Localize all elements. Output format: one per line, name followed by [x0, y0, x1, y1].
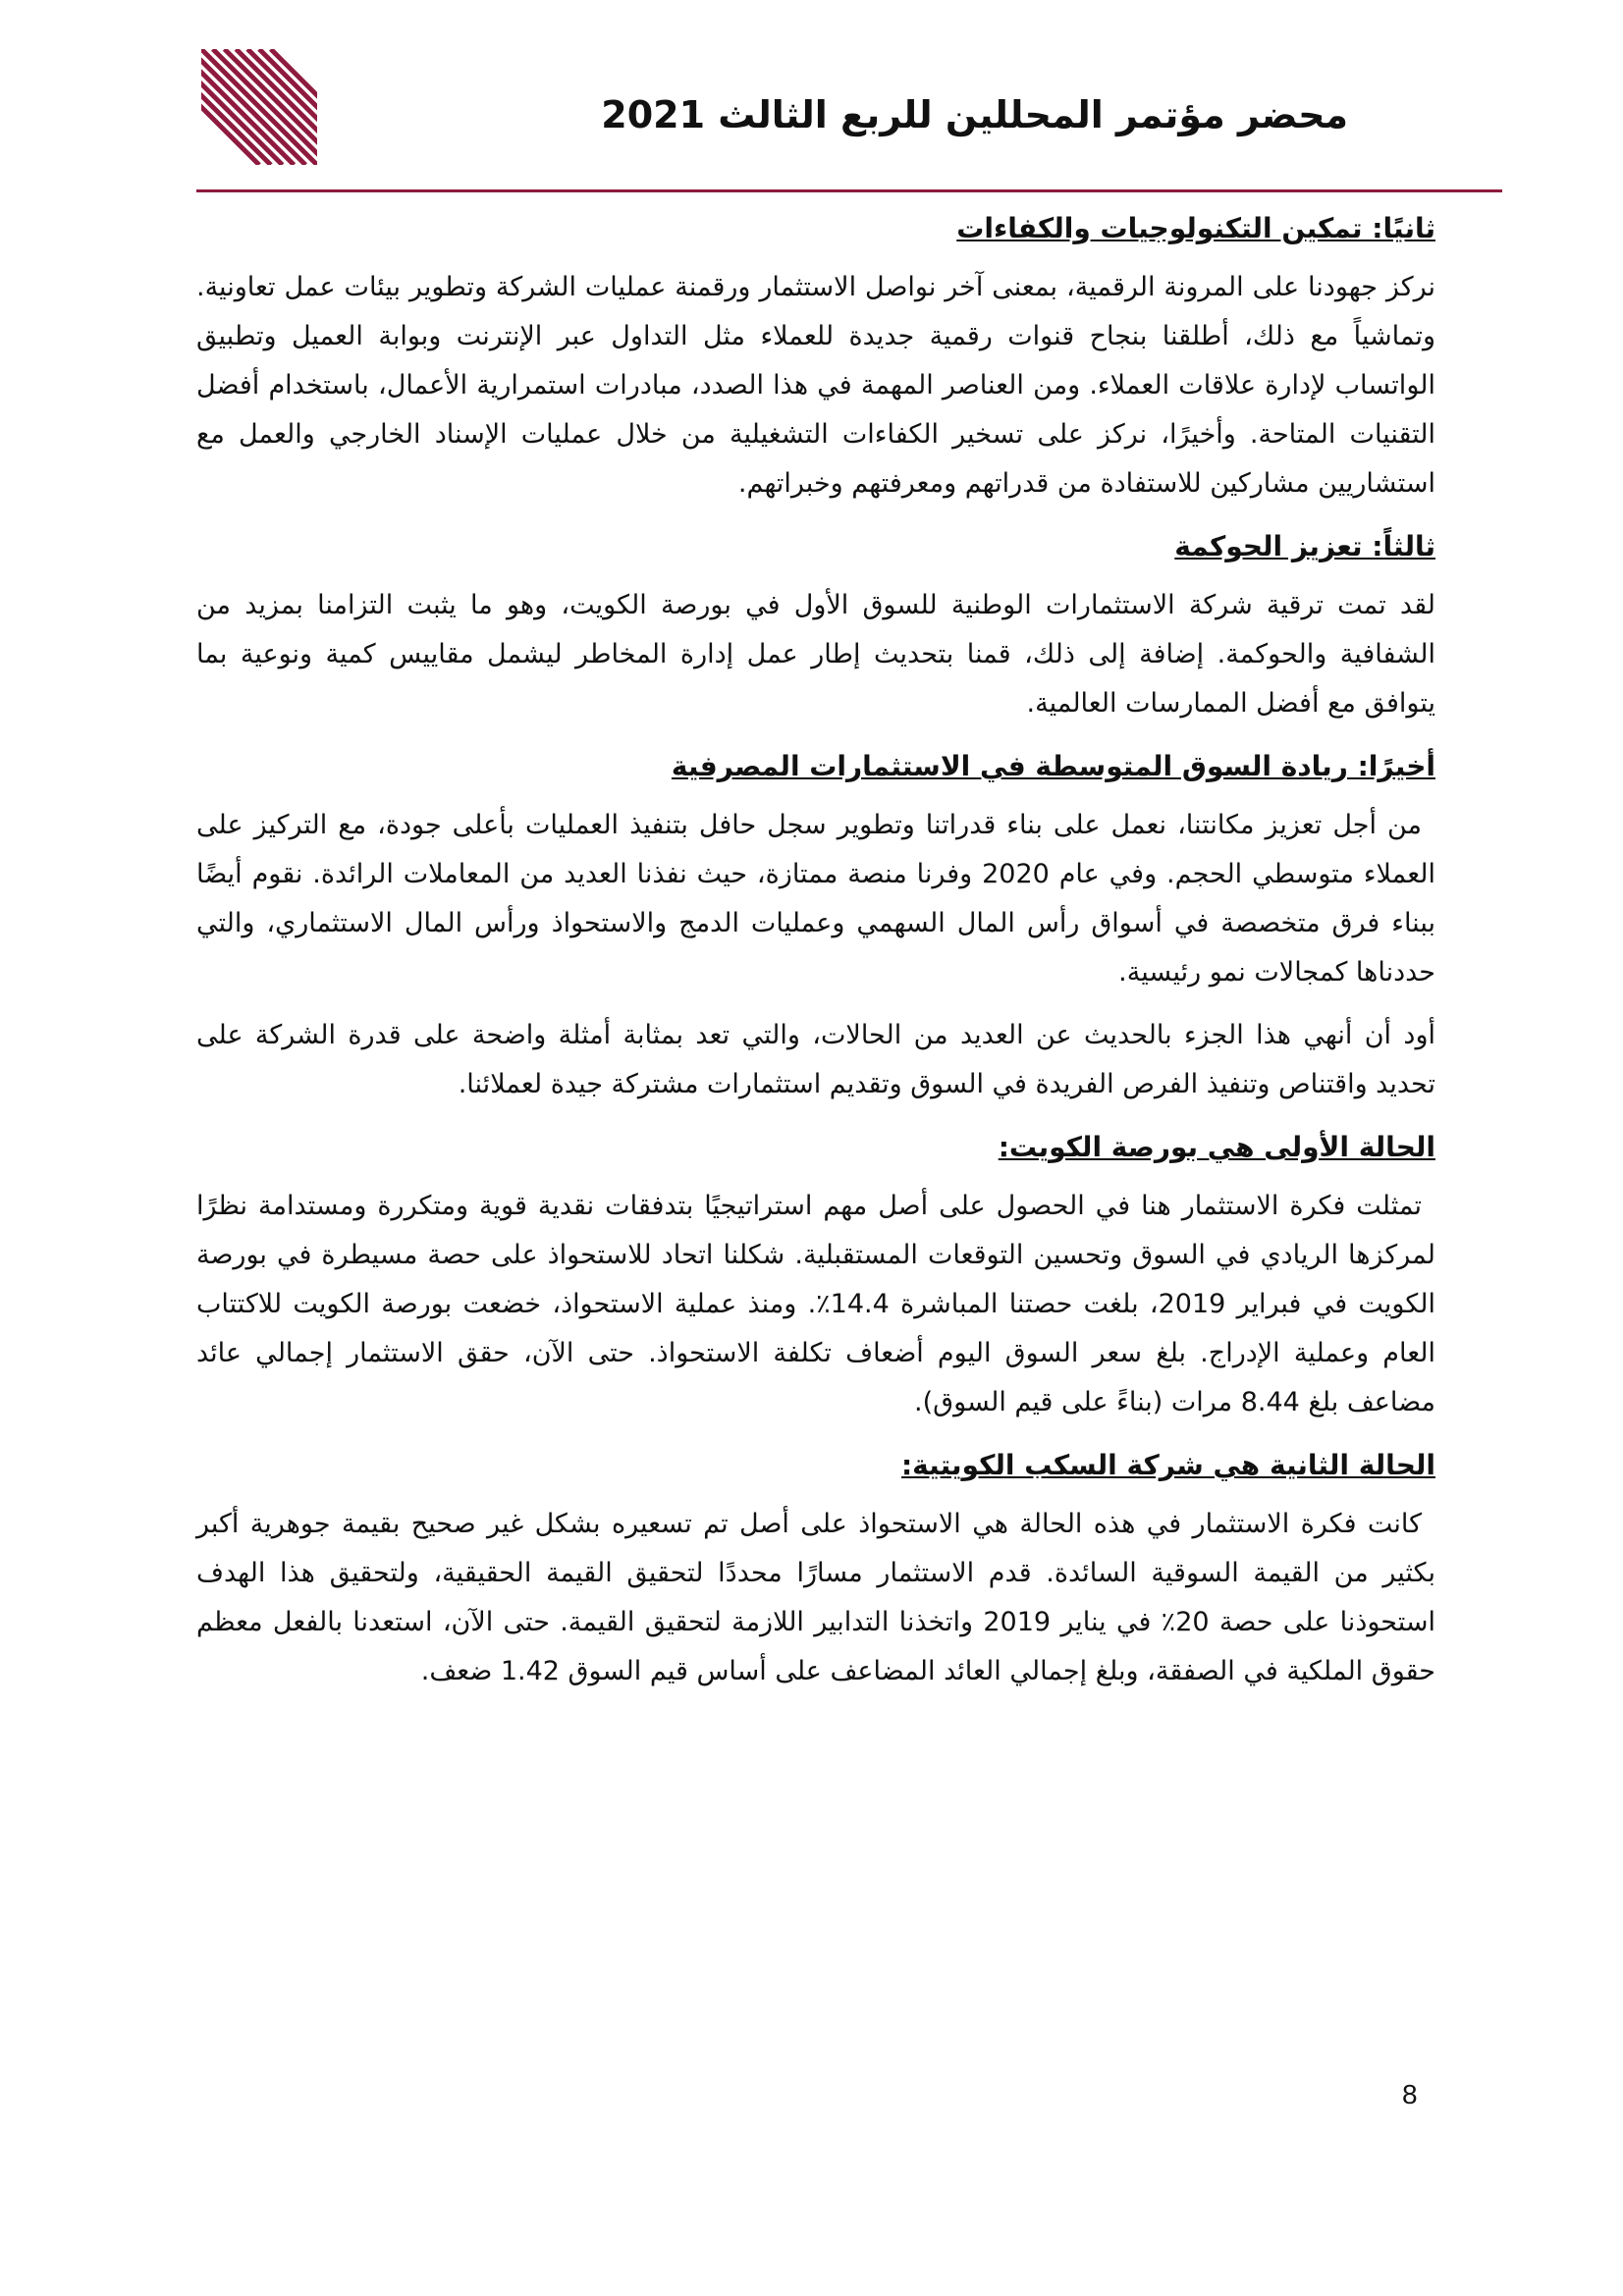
section-heading: الحالة الأولى هي بورصة الكويت:: [998, 1131, 1435, 1163]
paragraph: أود أن أنهي هذا الجزء بالحديث عن العديد من الحالات، والتي تعد بمثابة أمثلة واضحة على قدرة الشركة على تحديد واقتناص وتنفيذ الفرص الفريدة في السوق وتقديم استثمارات مشتركة جيدة لعملائنا.: [196, 1020, 1435, 1099]
section-technologies: [196, 204, 1435, 508]
section-heading: ثالثاً: تعزيز الحوكمة: [1174, 530, 1435, 562]
section-heading: الحالة الثانية هي شركة السكب الكويتية:: [900, 1449, 1435, 1481]
company-logo-icon: [201, 49, 317, 165]
section-case-boursa-kuwait: [196, 1123, 1435, 1427]
paragraph: لقد تمت ترقية شركة الاستثمارات الوطنية للسوق الأول في بورصة الكويت، وهو ما يثبت التزامنا بمزيد من الشفافية والحوكمة. إضافة إلى ذلك، قمنا بتحديث إطار عمل إدارة المخاطر ليشمل مقاييس كمية ونوعية بما يتوافق مع أفضل الممارسات العالمية.: [196, 590, 1435, 719]
section-investment-banking: [196, 742, 1435, 1109]
paragraph: تمثلت فكرة الاستثمار هنا في الحصول على أصل مهم استراتيجيًا بتدفقات نقدية قوية ومتكررة ومستدامة نظرًا لمركزها الريادي في السوق وتحسين التوقعات المستقبلية. شكلنا اتحاد للاستحواذ على حصة مسيطرة في بورصة الكويت في فبراير 2019، بلغت حصتنا المباشرة 14.4٪. ومنذ عملية الاستحواذ، خضعت بورصة الكويت للاكتتاب العام وعملية الإدراج. بلغ سعر السوق اليوم أضعاف تكلفة الاستحواذ. حتى الآن، حقق الاستثمار إجمالي عائد مضاعف بلغ 8.44 مرات (بناءً على قيم السوق).: [196, 1191, 1435, 1417]
paragraph: من أجل تعزيز مكانتنا، نعمل على بناء قدراتنا وتطوير سجل حافل بتنفيذ العمليات بأعلى جودة، مع التركيز على العملاء متوسطي الحجم. وفي عام 2020 وفرنا منصة ممتازة، حيث نفذنا العديد من المعاملات الرائدة. نقوم أيضًا ببناء فرق متخصصة في أسواق رأس المال السهمي وعمليات الدمج والاستحواذ ورأس المال الاستثماري، والتي حددناها كمجالات نمو رئيسية.: [196, 810, 1435, 988]
section-heading: ثانيًا: تمكين التكنولوجيات والكفاءات: [956, 212, 1435, 244]
section-heading: أخيرًا: ريادة السوق المتوسطة في الاستثمارات المصرفية: [671, 750, 1435, 782]
header-divider: [196, 189, 1502, 192]
section-case-kuwait-casting: [196, 1441, 1435, 1696]
document-title: محضر مؤتمر المحللين للربع الثالث 2021: [601, 93, 1348, 136]
section-governance: [196, 522, 1435, 728]
page-number: 8: [1402, 2079, 1418, 2109]
paragraph: نركز جهودنا على المرونة الرقمية، بمعنى آخر نواصل الاستثمار ورقمنة عمليات الشركة وتطوير بيئات عمل تعاونية. وتماشياً مع ذلك، أطلقنا بنجاح قنوات رقمية جديدة للعملاء مثل التداول عبر الإنترنت وبوابة العميل وتطبيق الواتساب لإدارة علاقات العملاء. ومن العناصر المهمة في هذا الصدد، مبادرات استمرارية الأعمال، باستخدام أفضل التقنيات المتاحة. وأخيرًا، نركز على تسخير الكفاءات التشغيلية من خلال عمليات الإسناد الخارجي والعمل مع استشاريين مشاركين للاستفادة من قدراتهم ومعرفتهم وخبراتهم.: [196, 272, 1435, 499]
paragraph: كانت فكرة الاستثمار في هذه الحالة هي الاستحواذ على أصل تم تسعيره بشكل غير صحيح بقيمة جوهرية أكبر بكثير من القيمة السوقية السائدة. قدم الاستثمار مسارًا محددًا لتحقيق القيمة الحقيقية، ولتحقيق هذا الهدف استحوذنا على حصة 20٪ في يناير 2019 واتخذنا التدابير اللازمة لتحقيق القيمة. حتى الآن، استعدنا بالفعل معظم حقوق الملكية في الصفقة، وبلغ إجمالي العائد المضاعف على أساس قيم السوق 1.42 ضعف.: [196, 1509, 1435, 1686]
document-body: [196, 204, 1435, 1710]
